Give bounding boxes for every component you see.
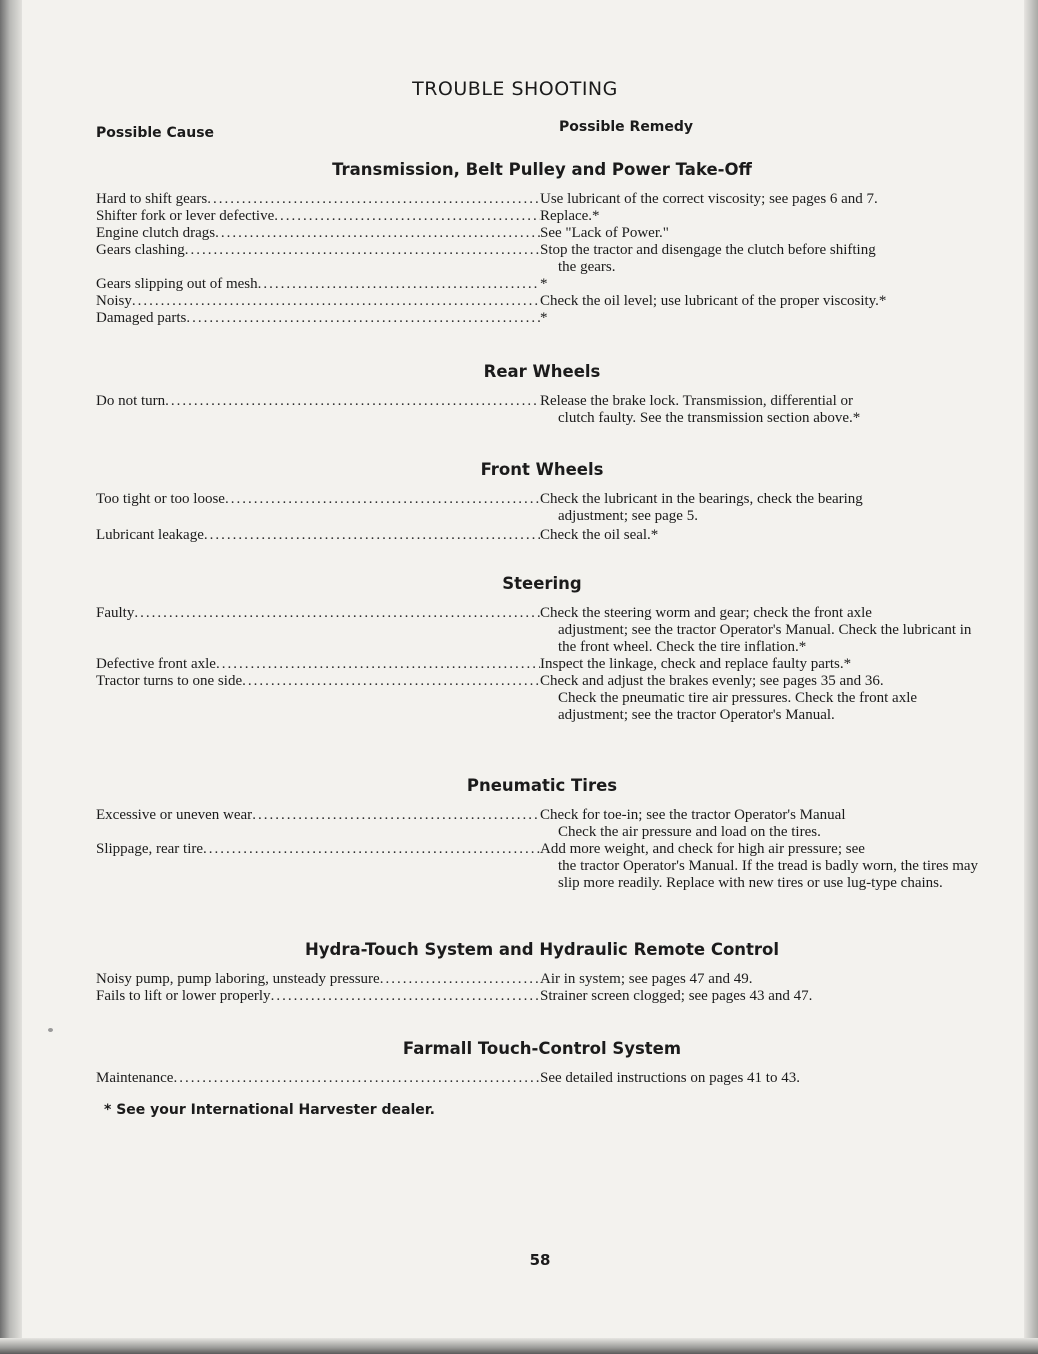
- table-row: [96, 276, 988, 293]
- dot-leader: [185, 242, 540, 276]
- remedy-continuation: the gears.: [558, 259, 616, 275]
- remedy-text: Check the lubricant in the bearings, check the bearing: [540, 491, 863, 507]
- cause-text: Gears clashing: [96, 242, 185, 258]
- section-title: Steering: [502, 574, 582, 593]
- remedy-text: Check the steering worm and gear; check the front axle: [540, 605, 872, 621]
- table-row: [96, 988, 988, 1005]
- table-row: [96, 971, 988, 988]
- dot-leader: [225, 491, 540, 525]
- section-steering: [96, 574, 988, 724]
- dot-leader: [165, 393, 540, 427]
- section-transmission: [96, 160, 988, 327]
- table-row: [96, 527, 988, 544]
- dot-leader: [186, 310, 540, 327]
- dot-leader: [216, 656, 540, 673]
- section-title: Rear Wheels: [483, 362, 601, 381]
- cause-text: Too tight or too loose: [96, 491, 225, 507]
- section-hydra-touch: [96, 940, 988, 1005]
- remedy-continuation: Check the air pressure and load on the tires.: [558, 824, 821, 840]
- dot-leader: [207, 191, 540, 208]
- remedy-text: *: [540, 310, 548, 326]
- remedy-text: Release the brake lock. Transmission, differential or: [540, 393, 853, 409]
- remedy-continuation: adjustment; see the tractor Operator's Manual. Check the lubricant in the front wheel. Check the tire inflation.*: [558, 622, 972, 655]
- remedy-continuation: clutch faulty. See the transmission section above.*: [558, 410, 861, 426]
- table-row: [96, 807, 988, 841]
- cause-text: Gears slipping out of mesh: [96, 276, 258, 292]
- cause-text: Shifter fork or lever defective: [96, 208, 275, 224]
- remedy-continuation: adjustment; see page 5.: [558, 508, 698, 524]
- dot-leader: [258, 276, 540, 293]
- cause-text: Slippage, rear tire: [96, 841, 204, 857]
- table-row: [96, 841, 988, 892]
- table-row: [96, 491, 988, 525]
- dot-leader: [274, 208, 540, 225]
- remedy-text: Stop the tractor and disengage the clutch before shifting: [540, 242, 876, 258]
- table-row: [96, 605, 988, 656]
- table-row: [96, 293, 988, 310]
- section-title: Farmall Touch-Control System: [402, 1039, 682, 1058]
- section-front-wheels: [96, 460, 988, 544]
- table-row: [96, 393, 988, 427]
- cause-text: Faulty: [96, 605, 135, 621]
- table-row: [96, 1070, 988, 1087]
- remedy-text: Air in system; see pages 47 and 49.: [540, 971, 753, 987]
- table-row: [96, 673, 988, 724]
- remedy-text: Add more weight, and check for high air pressure; see: [540, 841, 865, 857]
- remedy-text: Replace.*: [540, 208, 600, 224]
- remedy-text: See detailed instructions on pages 41 to 43.: [540, 1070, 800, 1086]
- dot-leader: [204, 527, 540, 544]
- page-bottom-edge: [0, 1338, 1038, 1354]
- remedy-text: Check the oil level; use lubricant of the proper viscosity.*: [540, 293, 887, 309]
- remedy-text: *: [540, 276, 548, 292]
- cause-text: Tractor turns to one side: [96, 673, 243, 689]
- page-right-edge: [1024, 0, 1038, 1354]
- dot-leader: [252, 807, 540, 841]
- table-row: [96, 208, 988, 225]
- cause-text: Lubricant leakage: [96, 527, 204, 543]
- table-row: [96, 225, 988, 242]
- remedy-text: Strainer screen clogged; see pages 43 and 47.: [540, 988, 813, 1004]
- cause-text: Engine clutch drags: [96, 225, 216, 241]
- dot-leader: [173, 1070, 540, 1087]
- column-header-remedy: Possible Remedy: [559, 119, 694, 135]
- cause-text: Hard to shift gears: [96, 191, 208, 207]
- cause-text: Damaged parts: [96, 310, 187, 326]
- dot-leader: [203, 841, 540, 892]
- section-farmall-touch-control: [96, 1039, 988, 1087]
- section-pneumatic-tires: [96, 776, 988, 892]
- dot-leader: [380, 971, 540, 988]
- book-spine-shadow: [0, 0, 22, 1354]
- section-title: Front Wheels: [480, 460, 604, 479]
- remedy-text: See "Lack of Power.": [540, 225, 669, 241]
- cause-text: Defective front axle: [96, 656, 216, 672]
- remedy-continuation: the tractor Operator's Manual. If the tread is badly worn, the tires may slip more readily. Replace with new tires or use lug-type chains.: [558, 858, 979, 891]
- dot-leader: [271, 988, 540, 1005]
- column-header-cause: Possible Cause: [96, 125, 215, 141]
- paper-speck: [48, 1028, 53, 1032]
- cause-text: Noisy: [96, 293, 132, 309]
- cause-text: Excessive or uneven wear: [96, 807, 253, 823]
- remedy-continuation: Check the pneumatic tire air pressures. Check the front axle adjustment; see the tractor Operator's Manual.: [558, 690, 918, 723]
- table-row: [96, 656, 988, 673]
- cause-text: Fails to lift or lower properly: [96, 988, 271, 1004]
- table-row: [96, 310, 988, 327]
- dot-leader: [132, 293, 540, 310]
- table-row: [96, 191, 988, 208]
- dot-leader: [215, 225, 540, 242]
- remedy-text: Inspect the linkage, check and replace faulty parts.*: [540, 656, 852, 672]
- section-rear-wheels: [96, 362, 988, 427]
- remedy-text: Check and adjust the brakes evenly; see pages 35 and 36.: [540, 673, 884, 689]
- remedy-text: Check the oil seal.*: [540, 527, 659, 543]
- page-title: TROUBLE SHOOTING: [412, 78, 618, 100]
- section-title: Hydra-Touch System and Hydraulic Remote Control: [304, 940, 780, 959]
- footnote: * See your International Harvester dealer.: [104, 1102, 435, 1118]
- remedy-text: Use lubricant of the correct viscosity; see pages 6 and 7.: [540, 191, 878, 207]
- page-number: 58: [529, 1251, 551, 1269]
- cause-text: Maintenance: [96, 1070, 174, 1086]
- cause-text: Do not turn: [96, 393, 166, 409]
- dot-leader: [242, 673, 540, 724]
- dot-leader: [134, 605, 540, 656]
- table-row: [96, 242, 988, 276]
- remedy-text: Check for toe-in; see the tractor Operator's Manual: [540, 807, 846, 823]
- cause-text: Noisy pump, pump laboring, unsteady pressure: [96, 971, 380, 987]
- section-title: Transmission, Belt Pulley and Power Take-Off: [332, 160, 752, 179]
- section-title: Pneumatic Tires: [466, 776, 618, 795]
